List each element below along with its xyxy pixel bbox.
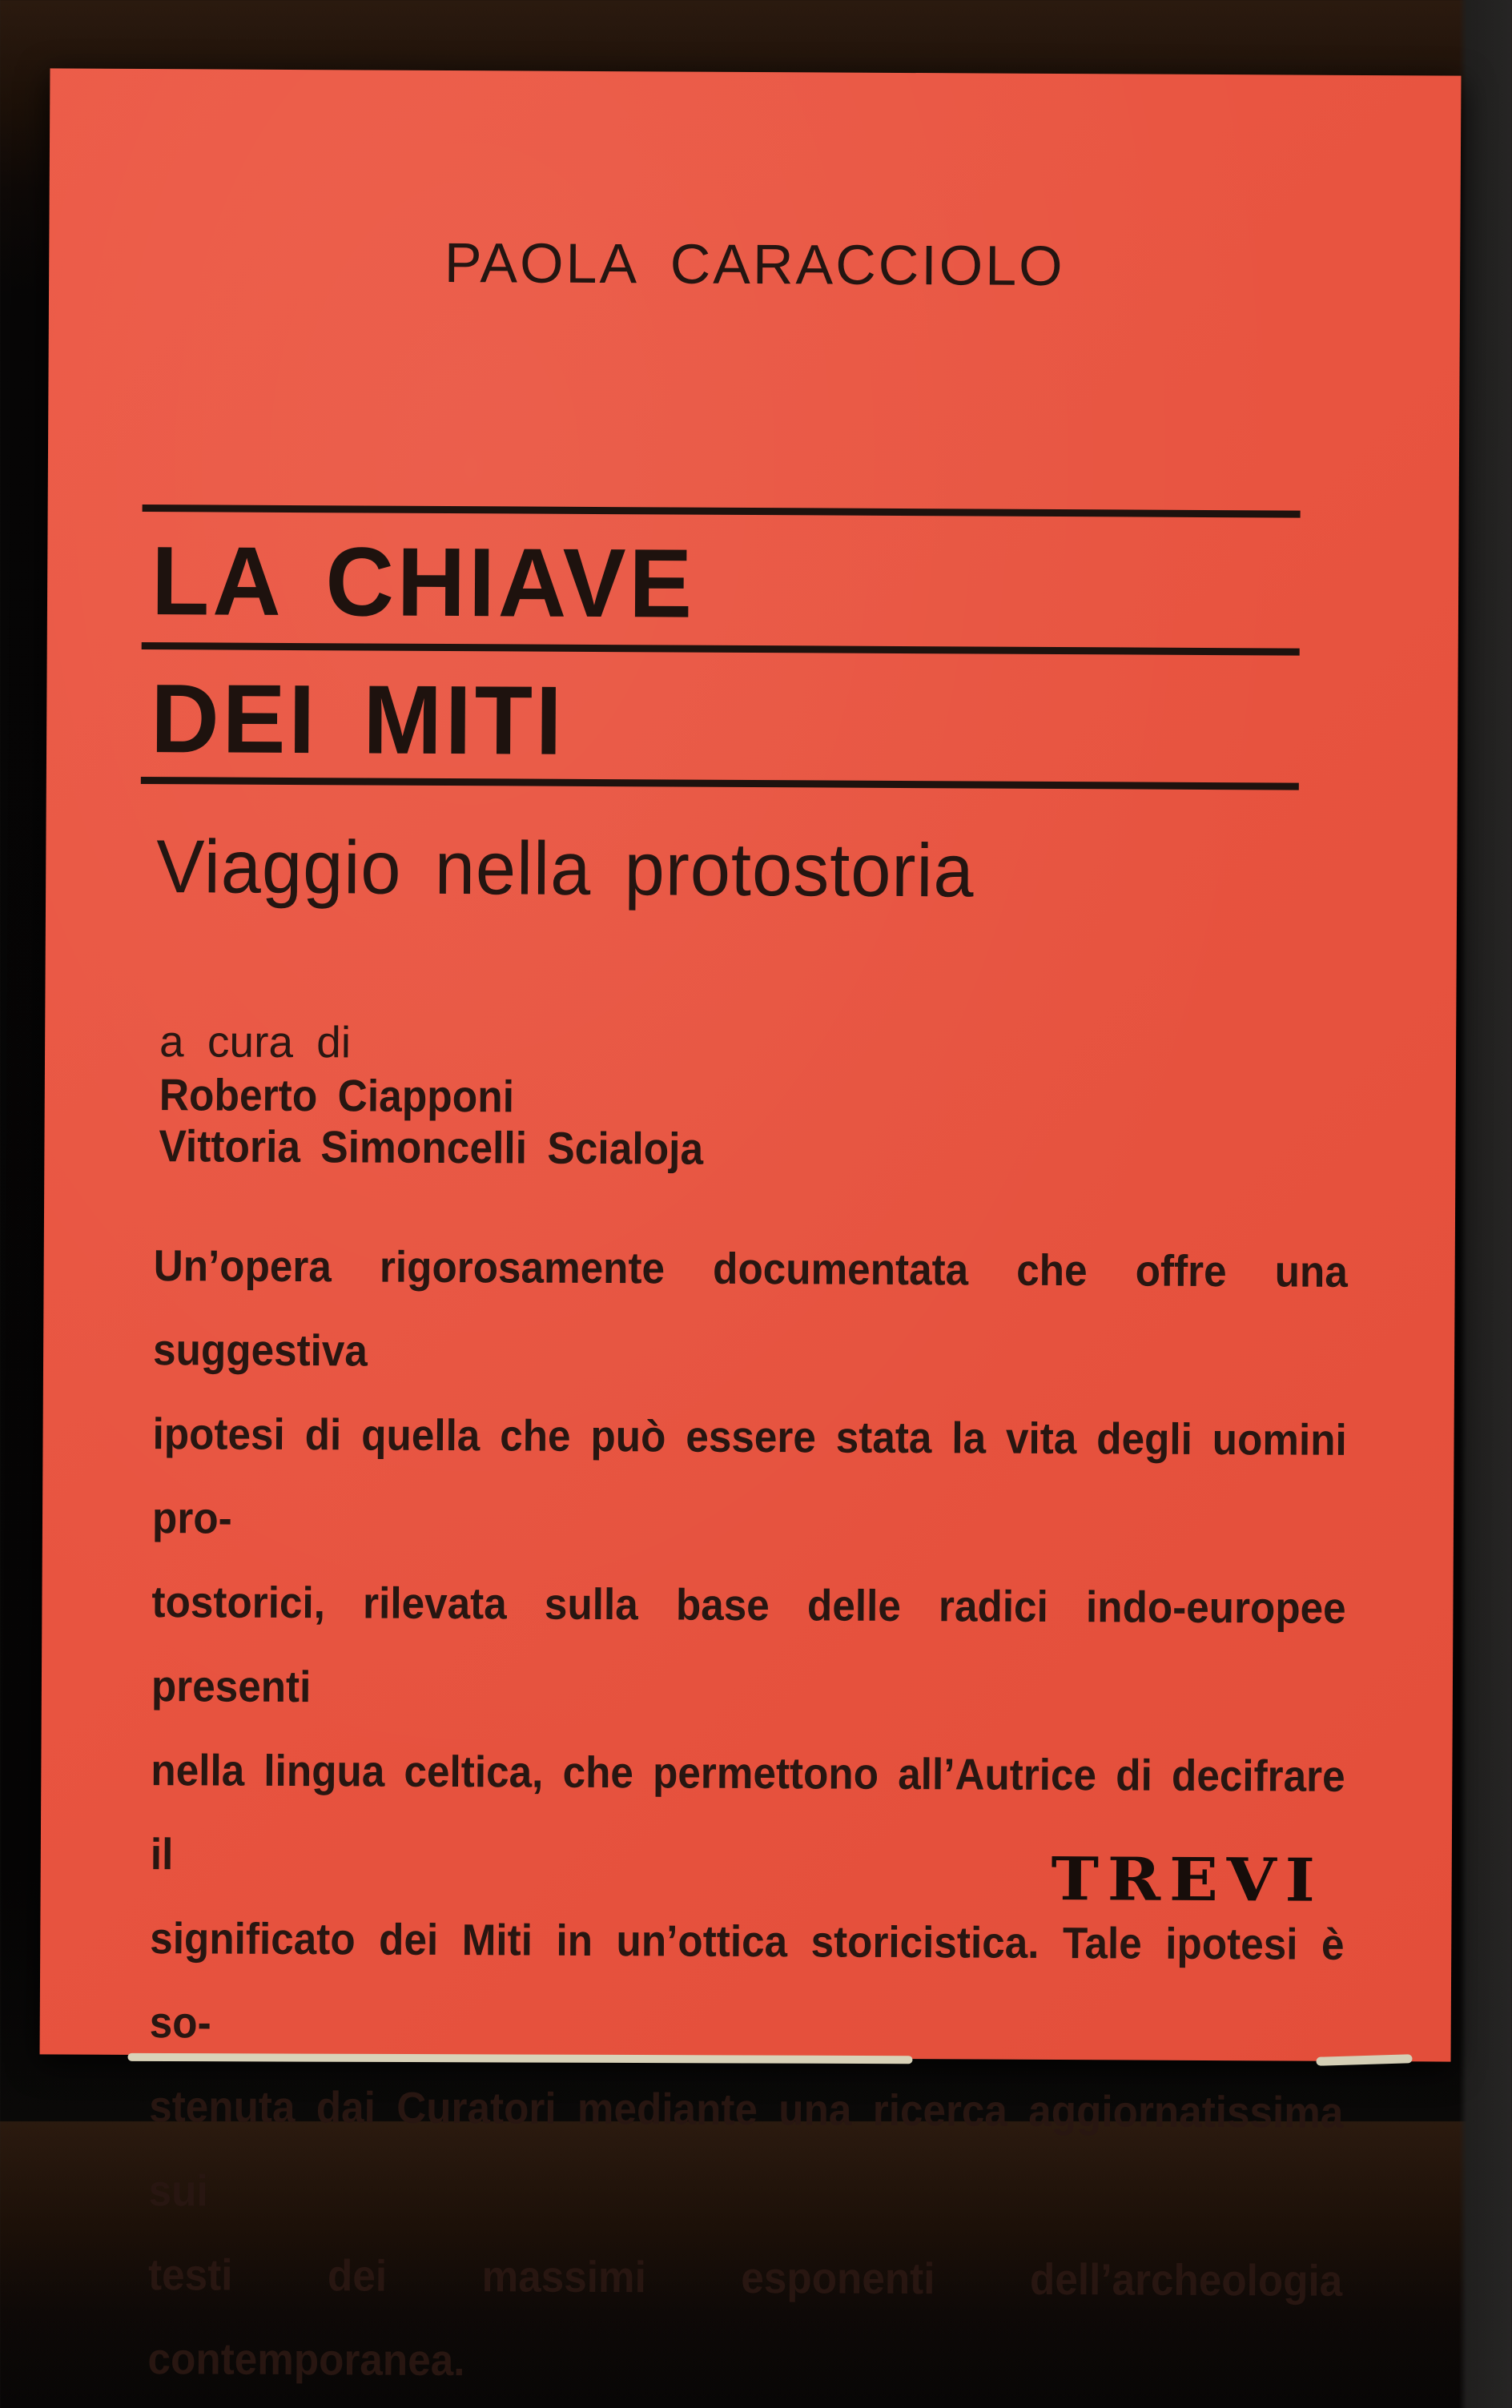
blurb-line: stenuta dai Curatori mediante una ricerca aggiornatissima sui — [148, 2081, 1344, 2216]
title-line-1: LA CHIAVE — [151, 526, 696, 638]
curator-intro: a cura di — [159, 1016, 352, 1067]
blurb-line: significato dei Miti in un’ottica storicistica. Tale ipotesi è so- — [149, 1913, 1345, 2048]
book-cover — [40, 68, 1462, 2386]
blurb-line: ipotesi di quella che può essere stata la vita degli uomini pro- — [151, 1409, 1347, 1543]
publisher-logo: TREVI — [1051, 1844, 1324, 1916]
title-rule-middle — [142, 642, 1300, 656]
curator-name-1: Roberto Ciapponi — [159, 1069, 515, 1122]
title-line-2: DEI MITI — [150, 664, 565, 775]
title-rule-top — [143, 505, 1301, 518]
blurb-line: tostorici, rilevata sulla base delle radici indo-europee presenti — [151, 1577, 1346, 1712]
blurb-line: nella lingua celtica, che permettono all’Autrice di decifrare il — [150, 1745, 1345, 1879]
title-rule-bottom — [141, 777, 1299, 790]
curator-name-2: Vittoria Simoncelli Scialoja — [159, 1120, 704, 1174]
subtitle: Viaggio nella protostoria — [156, 824, 975, 913]
author-name: PAOLA CARACCIOLO — [444, 231, 1065, 298]
page-edge-corner — [1316, 2054, 1412, 2066]
blurb-line: testi dei massimi esponenti dell’archeologia contemporanea. — [147, 2249, 1343, 2386]
blurb-line: Un’opera rigorosamente documentata che offre una suggestiva — [152, 1240, 1349, 1376]
blurb — [147, 1224, 1348, 2407]
